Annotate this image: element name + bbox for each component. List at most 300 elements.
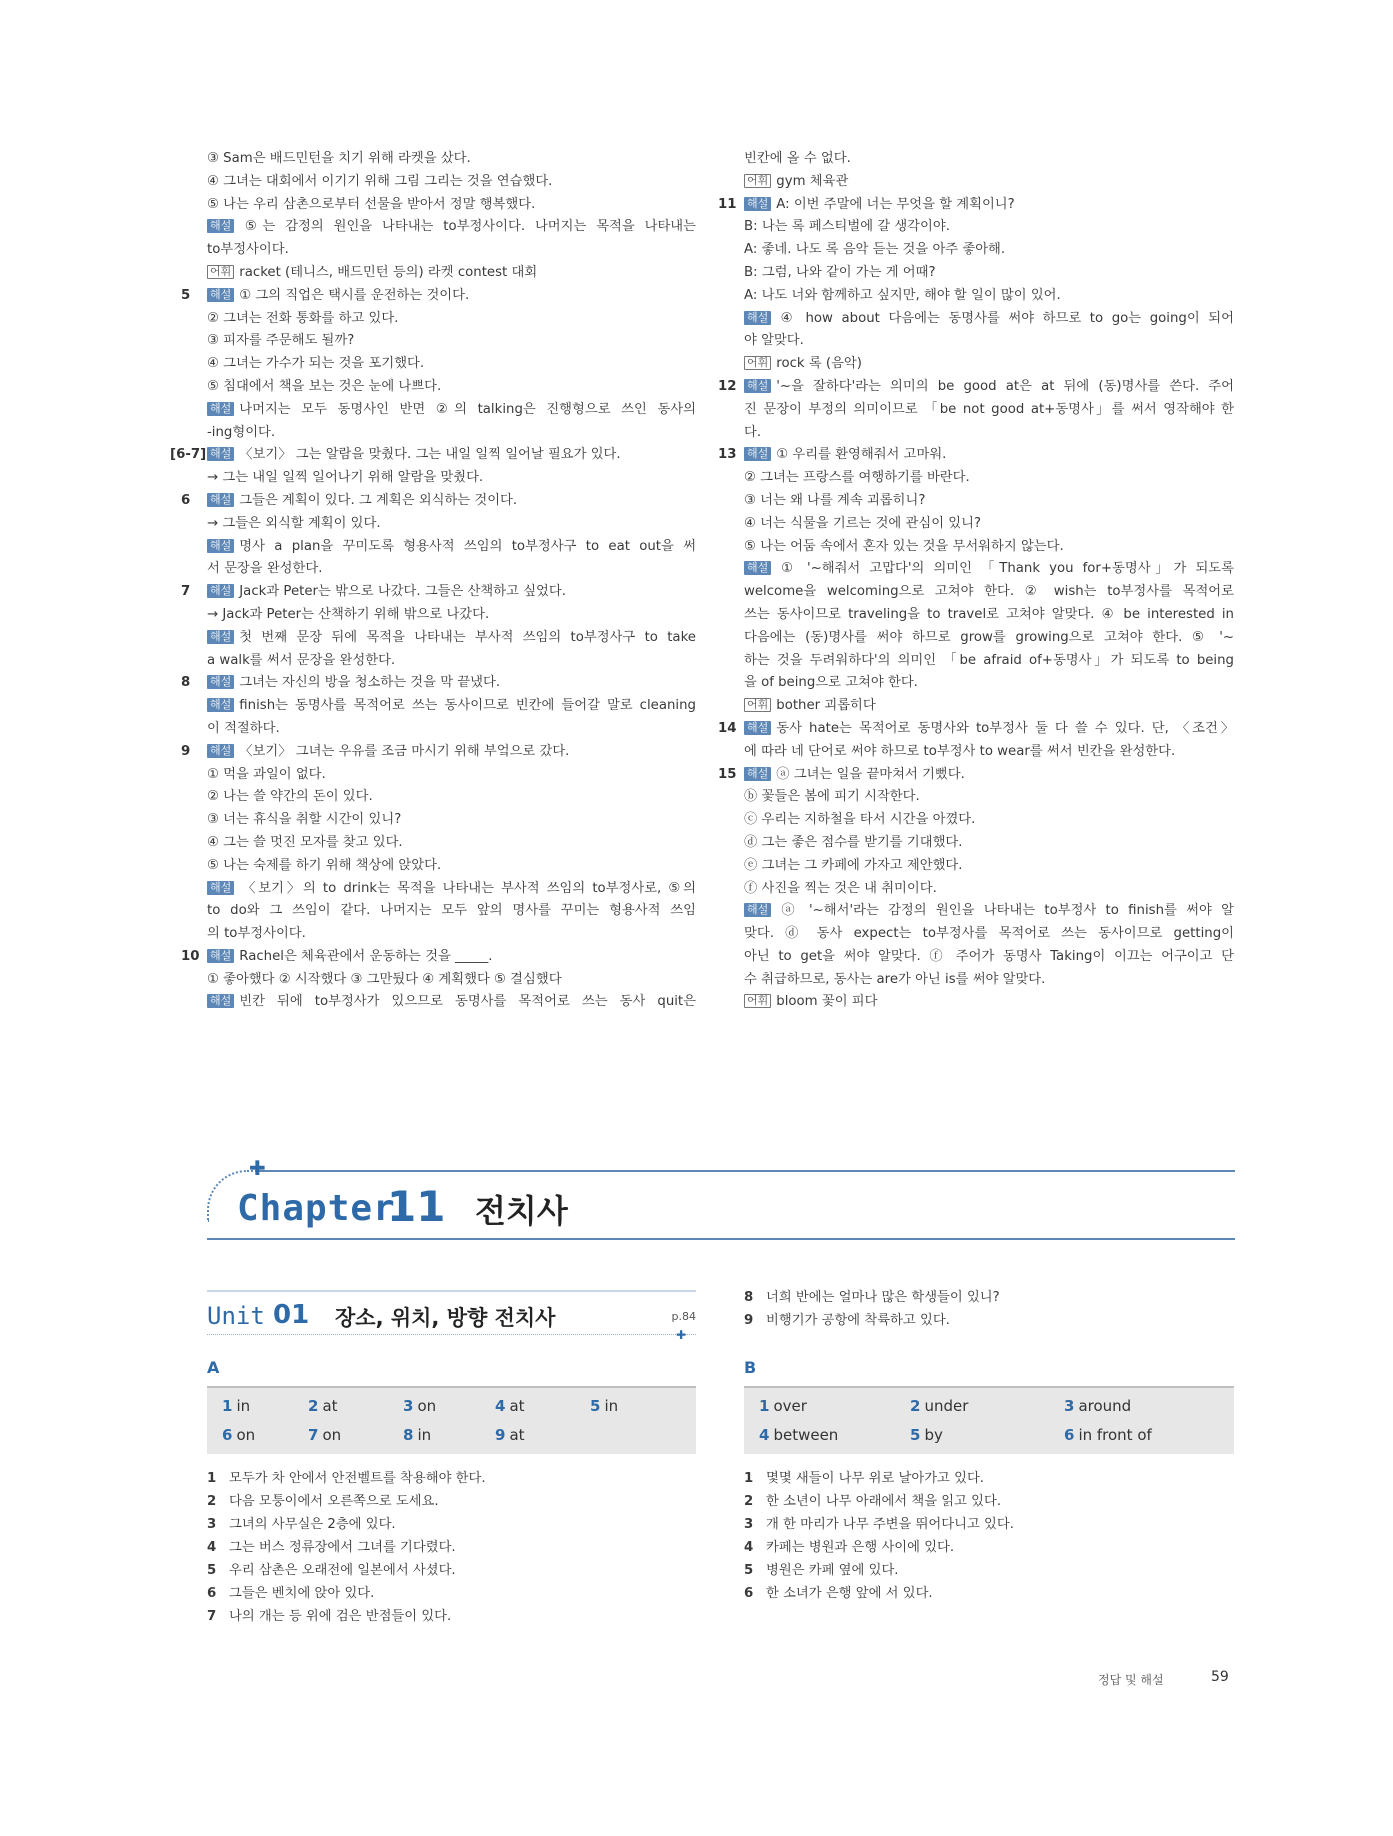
text-line <box>718 718 1234 741</box>
line-text: ⓒ 우리는 지하철을 타서 시간을 아꼈다. <box>744 812 976 828</box>
line-text: ① 그의 직업은 택시를 운전하는 것이다. <box>239 287 470 303</box>
line-text: ⑤ 침대에서 책을 보는 것은 눈에 나쁘다. <box>207 378 442 394</box>
text-line <box>744 809 1234 832</box>
sentence-number: 8 <box>744 1290 754 1305</box>
text-line <box>718 194 1234 217</box>
line-text: 맞다. ⓓ 동사 expect는 to부정사를 목적어로 쓰는 동사이므로 getting이 <box>744 926 1234 942</box>
line-text: 서 문장을 완성한다. <box>207 561 323 577</box>
line-text: → Jack과 Peter는 산책하기 위해 밖으로 나갔다. <box>207 606 490 622</box>
text-line <box>744 923 1234 946</box>
text-line <box>744 558 1234 581</box>
explanation-tag: 해설 <box>207 493 234 507</box>
text-line <box>744 308 1234 331</box>
line-text: ④ 그는 쓸 멋진 모자를 찾고 있다. <box>207 834 403 850</box>
explanation-tag: 해설 <box>207 402 234 416</box>
line-text: -ing형이다. <box>207 424 276 440</box>
explanation-tag: 해설 <box>744 903 771 917</box>
text-line <box>744 148 1234 171</box>
text-line <box>207 764 696 787</box>
plus-icon: ✚ <box>675 1328 686 1342</box>
line-text: 아닌 to get을 써야 알맞다. ⓕ 주어가 동명사 Taking이 이끄는 어구이고 단 <box>744 948 1234 964</box>
text-line <box>207 216 696 239</box>
line-text: ④ 너는 식물을 기르는 것에 관심이 있니? <box>744 515 982 531</box>
text-line <box>207 604 696 627</box>
line-text: ② 그녀는 프랑스를 여행하기를 바란다. <box>744 470 970 486</box>
line-text: ① 좋아했다 ② 시작했다 ③ 그만뒀다 ④ 계획했다 ⑤ 결심했다 <box>207 971 562 987</box>
explanation-tag: 해설 <box>207 675 234 689</box>
line-text: ⑤는 감정의 원인을 나타내는 to부정사이다. 나머지는 목적을 나타내는 <box>239 219 696 235</box>
text-line <box>207 376 696 399</box>
sentence-text: 병원은 카페 옆에 있다. <box>766 1563 899 1578</box>
answer-cell <box>403 1397 436 1415</box>
sentence-text: 우리 삼촌은 오래전에 일본에서 사셨다. <box>229 1563 456 1578</box>
text-line <box>744 878 1234 901</box>
line-text: ④ 그녀는 가수가 되는 것을 포기했다. <box>207 356 425 372</box>
answer-cell <box>308 1426 341 1444</box>
answer-text: at <box>509 1397 525 1415</box>
sentence-line <box>744 1467 1234 1490</box>
line-text: 빈칸 뒤에 to부정사가 있으므로 동명사를 목적어로 쓰는 동사 quit은 <box>239 994 696 1010</box>
text-line <box>718 764 1234 787</box>
line-text: finish는 동명사를 목적어로 쓰는 동사이므로 빈칸에 들어갈 말로 cleaning <box>239 698 696 714</box>
left-column-answers <box>170 148 696 1014</box>
answer-text: around <box>1078 1397 1132 1415</box>
chapter-word: Chapter <box>237 1188 396 1229</box>
line-text: 을 of being으로 고쳐야 한다. <box>744 675 918 691</box>
chapter-top-rule <box>257 1170 1235 1172</box>
explanation-tag: 해설 <box>207 288 234 302</box>
answer-text: between <box>773 1426 839 1444</box>
section-b-answer-table <box>744 1386 1234 1454</box>
text-line <box>207 855 696 878</box>
answer-cell <box>1064 1397 1131 1415</box>
line-text: ④ how about 다음에는 동명사를 써야 하므로 to go는 going이 되어 <box>776 310 1234 326</box>
vocab-tag: 어휘 <box>744 994 771 1008</box>
text-line <box>207 148 696 171</box>
question-number: 10 <box>181 948 200 964</box>
question-number: 8 <box>181 675 191 691</box>
text-line <box>207 923 696 946</box>
question-number: 9 <box>181 743 191 759</box>
text-line <box>207 991 696 1014</box>
text-line <box>207 399 696 422</box>
answer-number: 5 <box>910 1426 921 1444</box>
line-text: ⑤ 나는 숙제를 하기 위해 책상에 앉았다. <box>207 857 442 873</box>
question-number: 5 <box>181 287 191 303</box>
text-line <box>207 558 696 581</box>
line-text: 이 적절하다. <box>207 720 280 736</box>
line-text: bother 괴롭히다 <box>776 698 876 714</box>
text-line <box>744 216 1234 239</box>
text-line <box>744 285 1234 308</box>
line-text: → 그는 내일 일찍 일어나기 위해 알람을 맞췄다. <box>207 470 484 486</box>
text-line <box>207 809 696 832</box>
sentence-number: 9 <box>744 1313 754 1328</box>
sentence-line <box>744 1536 1234 1559</box>
sentence-text: 너희 반에는 얼마나 많은 학생들이 있니? <box>766 1290 1000 1305</box>
line-text: Jack과 Peter는 밖으로 나갔다. 그들은 산책하고 싶었다. <box>239 584 566 600</box>
answer-text: at <box>509 1426 525 1444</box>
sentence-number: 1 <box>207 1471 217 1486</box>
text-line <box>744 695 1234 718</box>
text-line <box>744 991 1234 1014</box>
answer-cell <box>308 1397 338 1415</box>
sentence-text: 나의 개는 등 위에 검은 반점들이 있다. <box>229 1609 452 1624</box>
sentence-number: 4 <box>744 1540 754 1555</box>
sentence-line <box>744 1286 1234 1309</box>
section-a-sentences-continued <box>744 1286 1234 1332</box>
answer-number: 1 <box>222 1397 233 1415</box>
text-line <box>744 969 1234 992</box>
line-text: ⑤ 나는 어둠 속에서 혼자 있는 것을 무서워하지 않는다. <box>744 538 1064 554</box>
line-text: A: 좋네. 나도 록 음악 듣는 것을 아주 좋아해. <box>744 242 1006 258</box>
line-text: B: 나는 록 페스티벌에 갈 생각이야. <box>744 219 950 235</box>
text-line <box>207 171 696 194</box>
line-text: 수 취급하므로, 동사는 are가 아닌 is를 써야 알맞다. <box>744 971 1046 987</box>
text-line <box>744 353 1234 376</box>
section-a-label: A <box>207 1358 220 1377</box>
answer-number: 1 <box>759 1397 770 1415</box>
sentence-text: 카페는 병원과 은행 사이에 있다. <box>766 1540 955 1555</box>
answer-cell <box>590 1397 618 1415</box>
answer-cell <box>1064 1426 1152 1444</box>
line-text: → 그들은 외식할 계획이 있다. <box>207 515 381 531</box>
text-line <box>744 239 1234 262</box>
explanation-tag: 해설 <box>744 379 771 393</box>
line-text: a walk를 써서 문장을 완성한다. <box>207 652 396 668</box>
line-text: A: 나도 너와 함께하고 싶지만, 해야 할 일이 많이 있어. <box>744 287 1061 303</box>
text-line <box>207 513 696 536</box>
text-line <box>744 330 1234 353</box>
sentence-text: 그들은 벤치에 앉아 있다. <box>229 1586 375 1601</box>
explanation-tag: 해설 <box>207 584 234 598</box>
answer-number: 2 <box>910 1397 921 1415</box>
answer-text: in <box>236 1397 251 1415</box>
text-line <box>744 650 1234 673</box>
plus-icon: ✚ <box>249 1156 266 1180</box>
explanation-tag: 해설 <box>207 447 234 461</box>
question-number: 7 <box>181 584 191 600</box>
sentence-line <box>207 1605 696 1628</box>
text-line <box>744 786 1234 809</box>
line-text: ⓕ 사진을 찍는 것은 내 취미이다. <box>744 880 937 896</box>
explanation-tag: 해설 <box>207 219 234 233</box>
text-line <box>207 308 696 331</box>
text-line <box>744 467 1234 490</box>
line-text: bloom 꽃이 피다 <box>776 994 878 1010</box>
answer-number: 3 <box>403 1397 414 1415</box>
explanation-tag: 해설 <box>207 630 234 644</box>
sentence-number: 2 <box>744 1494 754 1509</box>
text-line <box>744 422 1234 445</box>
line-text: ① '~해줘서 고맙다'의 의미인 「Thank you for+동명사」가 되도록 <box>776 561 1234 577</box>
line-text: 그들은 계획이 있다. 그 계획은 외식하는 것이다. <box>239 492 518 508</box>
text-line <box>207 194 696 217</box>
question-number: [6-7] <box>170 447 207 463</box>
answer-number: 8 <box>403 1426 414 1444</box>
text-line <box>207 262 696 285</box>
sentence-line <box>744 1582 1234 1605</box>
line-text: 그녀는 자신의 방을 청소하는 것을 막 끝냈다. <box>239 675 501 691</box>
line-text: ④ 그녀는 대회에서 이기기 위해 그림 그리는 것을 연습했다. <box>207 173 553 189</box>
text-line <box>744 741 1234 764</box>
sentence-number: 5 <box>744 1563 754 1578</box>
text-line <box>744 581 1234 604</box>
answer-text: on <box>236 1426 256 1444</box>
sentence-line <box>744 1513 1234 1536</box>
text-line <box>207 467 696 490</box>
text-line <box>170 444 696 467</box>
text-line <box>207 536 696 559</box>
line-text: 첫 번째 문장 뒤에 목적을 나타내는 부사적 쓰임의 to부정사구 to take <box>239 629 696 645</box>
text-line <box>744 399 1234 422</box>
line-text: 쓰는 동사이므로 traveling을 to travel로 고쳐야 알맞다. ④ be interested in <box>744 606 1234 622</box>
line-text: ② 나는 쓸 약간의 돈이 있다. <box>207 789 373 805</box>
line-text: '~을 잘하다'라는 의미의 be good at은 at 뒤에 (동)명사를 쓴다. 주어 <box>776 378 1234 394</box>
question-number: 14 <box>718 720 737 736</box>
line-text: ⓐ '~해서'라는 감정의 원인을 나타내는 to부정사 to finish를 써야 알 <box>776 903 1234 919</box>
unit-bottom-rule <box>207 1334 696 1336</box>
text-line <box>207 786 696 809</box>
line-text: 〈보기〉 그는 알람을 맞췄다. 그는 내일 일찍 일어날 필요가 있다. <box>239 447 621 463</box>
answer-text: in front of <box>1078 1426 1152 1444</box>
answer-text: in <box>417 1426 432 1444</box>
page-number: 59 <box>1211 1669 1229 1685</box>
sentence-number: 5 <box>207 1563 217 1578</box>
footer-label: 정답 및 해설 <box>1098 1673 1164 1687</box>
line-text: 나머지는 모두 동명사인 반면 ②의 talking은 진행형으로 쓰인 동사의 <box>239 401 696 417</box>
answer-number: 4 <box>495 1397 506 1415</box>
explanation-tag: 해설 <box>744 197 771 211</box>
line-text: welcome을 welcoming으로 고쳐야 한다. ② wish는 to부정사를 목적어로 <box>744 584 1234 600</box>
question-number: 11 <box>718 196 737 212</box>
text-line <box>744 900 1234 923</box>
line-text: ① 우리를 환영해줘서 고마워. <box>776 447 947 463</box>
chapter-banner <box>207 1156 1235 1240</box>
sentence-number: 2 <box>207 1494 217 1509</box>
text-line <box>744 536 1234 559</box>
line-text: 〈보기〉 그녀는 우유를 조금 마시기 위해 부엌으로 갔다. <box>239 743 570 759</box>
answer-number: 3 <box>1064 1397 1075 1415</box>
line-text: 진 문장이 부정의 의미이므로 「be not good at+동명사」를 써서 영작해야 한 <box>744 401 1234 417</box>
answer-number: 2 <box>308 1397 319 1415</box>
sentence-text: 모두가 차 안에서 안전벨트를 착용해야 한다. <box>229 1471 486 1486</box>
line-text: ⓔ 그녀는 그 카페에 가자고 제안했다. <box>744 857 963 873</box>
section-b-sentences <box>744 1467 1234 1605</box>
text-line <box>181 285 696 308</box>
line-text: to부정사이다. <box>207 242 289 258</box>
text-line <box>744 855 1234 878</box>
question-number: 13 <box>718 447 737 463</box>
unit-label: Unit <box>207 1302 265 1330</box>
sentence-line <box>207 1559 696 1582</box>
answer-cell <box>222 1397 250 1415</box>
question-number: 6 <box>181 492 191 508</box>
chapter-bottom-rule <box>207 1238 1235 1240</box>
line-text: ① 먹을 과일이 없다. <box>207 766 326 782</box>
sentence-number: 6 <box>744 1586 754 1601</box>
line-text: rock 록 (음악) <box>776 356 862 372</box>
line-text: B: 그럼, 나와 같이 가는 게 어때? <box>744 264 936 280</box>
sentence-number: 7 <box>207 1609 217 1624</box>
answer-text: by <box>924 1426 943 1444</box>
sentence-line <box>207 1490 696 1513</box>
line-text: 다. <box>744 424 762 440</box>
section-a-answer-table <box>207 1386 696 1454</box>
line-text: 빈칸에 올 수 없다. <box>744 151 851 166</box>
text-line <box>744 832 1234 855</box>
sentence-number: 1 <box>744 1471 754 1486</box>
answer-number: 4 <box>759 1426 770 1444</box>
text-line <box>181 672 696 695</box>
unit-page-ref: p.84 <box>671 1310 696 1323</box>
vocab-tag: 어휘 <box>207 265 234 279</box>
text-line <box>207 969 696 992</box>
line-text: racket (테니스, 배드민턴 등의) 라켓 contest 대회 <box>239 264 538 280</box>
line-text: ③ Sam은 배드민턴을 치기 위해 라켓을 샀다. <box>207 151 471 166</box>
answer-number: 6 <box>1064 1426 1075 1444</box>
chapter-title: 전치사 <box>475 1192 568 1230</box>
line-text: 다음에는 (동)명사를 써야 하므로 grow를 growing으로 고쳐야 한다. ⑤ '~ <box>744 629 1234 645</box>
text-line <box>744 946 1234 969</box>
unit-top-rule <box>207 1290 696 1292</box>
text-line <box>207 627 696 650</box>
answer-text: on <box>417 1397 437 1415</box>
answer-cell <box>759 1397 807 1415</box>
explanation-tag: 해설 <box>207 994 234 1008</box>
question-number: 12 <box>718 378 737 394</box>
text-line <box>207 353 696 376</box>
answer-cell <box>495 1426 525 1444</box>
line-text: 〈보기〉의 to drink는 목적을 나타내는 부사적 쓰임의 to부정사로, ⑤의 <box>239 880 696 896</box>
text-line <box>181 946 696 969</box>
sentence-text: 그는 버스 정류장에서 그녀를 기다렸다. <box>229 1540 456 1555</box>
text-line <box>181 490 696 513</box>
text-line <box>207 832 696 855</box>
text-line <box>744 262 1234 285</box>
line-text: ③ 너는 왜 나를 계속 괴롭히니? <box>744 492 926 508</box>
sentence-line <box>207 1467 696 1490</box>
question-number: 15 <box>718 766 737 782</box>
explanation-tag: 해설 <box>207 539 234 553</box>
sentence-line <box>207 1513 696 1536</box>
text-line <box>744 513 1234 536</box>
line-text: to do와 그 쓰임이 같다. 나머지는 모두 앞의 명사를 꾸미는 형용사적 쓰임 <box>207 903 696 919</box>
answer-text: under <box>924 1397 969 1415</box>
line-text: Rachel은 체육관에서 운동하는 것을 _____. <box>239 948 493 964</box>
answer-cell <box>759 1426 838 1444</box>
text-line <box>207 422 696 445</box>
line-text: ③ 피자를 주문해도 될까? <box>207 333 355 349</box>
section-a-sentences <box>207 1467 696 1628</box>
line-text: ⓓ 그는 좋은 점수를 받기를 기대했다. <box>744 834 963 850</box>
explanation-tag: 해설 <box>207 881 234 895</box>
answer-text: on <box>322 1426 342 1444</box>
sentence-number: 4 <box>207 1540 217 1555</box>
text-line <box>207 650 696 673</box>
explanation-tag: 해설 <box>207 744 234 758</box>
text-line <box>207 878 696 901</box>
line-text: ③ 너는 휴식을 취할 시간이 있니? <box>207 812 402 828</box>
unit-header <box>207 1290 696 1342</box>
sentence-line <box>207 1582 696 1605</box>
vocab-tag: 어휘 <box>744 356 771 370</box>
sentence-line <box>744 1309 1234 1332</box>
sentence-text: 한 소녀가 은행 앞에 서 있다. <box>766 1586 933 1601</box>
text-line <box>207 239 696 262</box>
line-text: ⓑ 꽃들은 봄에 피기 시작한다. <box>744 789 920 805</box>
section-b-label: B <box>744 1358 757 1377</box>
line-text: 의 to부정사이다. <box>207 926 306 942</box>
vocab-tag: 어휘 <box>744 174 771 188</box>
answer-text: over <box>773 1397 807 1415</box>
explanation-tag: 해설 <box>207 949 234 963</box>
line-text: gym 체육관 <box>776 173 849 189</box>
answer-number: 7 <box>308 1426 319 1444</box>
explanation-tag: 해설 <box>207 698 234 712</box>
answer-cell <box>910 1397 968 1415</box>
answer-cell <box>910 1426 943 1444</box>
line-text: 에 따라 네 단어로 써야 하므로 to부정사 to wear를 써서 빈칸을 완성한다. <box>744 743 1176 759</box>
answer-text: in <box>604 1397 619 1415</box>
sentence-line <box>744 1490 1234 1513</box>
sentence-line <box>744 1559 1234 1582</box>
unit-title: 장소, 위치, 방향 전치사 <box>335 1306 556 1330</box>
sentence-number: 3 <box>207 1517 217 1532</box>
text-line <box>718 444 1234 467</box>
sentence-number: 3 <box>744 1517 754 1532</box>
text-line <box>744 627 1234 650</box>
sentence-number: 6 <box>207 1586 217 1601</box>
vocab-tag: 어휘 <box>744 698 771 712</box>
sentence-text: 다음 모퉁이에서 오른쪽으로 도세요. <box>229 1494 439 1509</box>
sentence-text: 개 한 마리가 나무 주변을 뛰어다니고 있다. <box>766 1517 1014 1532</box>
text-line <box>207 330 696 353</box>
text-line <box>744 604 1234 627</box>
text-line <box>744 672 1234 695</box>
text-line <box>181 581 696 604</box>
line-text: 동사 hate는 목적어로 동명사와 to부정사 둘 다 쓸 수 있다. 단, 〈조건〉 <box>776 720 1234 736</box>
chapter-number: 11 <box>387 1182 446 1231</box>
text-line <box>207 695 696 718</box>
line-text: 야 알맞다. <box>744 333 804 349</box>
unit-number: 01 <box>273 1300 310 1330</box>
explanation-tag: 해설 <box>744 447 771 461</box>
line-text: 하는 것을 두려워하다'의 의미인 「be afraid of+동명사」가 되도록 to being <box>744 652 1234 668</box>
explanation-tag: 해설 <box>744 767 771 781</box>
answer-number: 6 <box>222 1426 233 1444</box>
sentence-line <box>207 1536 696 1559</box>
sentence-text: 비행기가 공항에 착륙하고 있다. <box>766 1313 950 1328</box>
answer-number: 5 <box>590 1397 601 1415</box>
text-line <box>207 718 696 741</box>
sentence-text: 한 소년이 나무 아래에서 책을 읽고 있다. <box>766 1494 1002 1509</box>
line-text: ⓐ 그녀는 일을 끝마쳐서 기뻤다. <box>776 766 965 782</box>
right-column-answers <box>718 148 1234 1014</box>
answer-number: 9 <box>495 1426 506 1444</box>
line-text: A: 이번 주말에 너는 무엇을 할 계획이니? <box>776 196 1015 212</box>
text-line <box>207 900 696 923</box>
sentence-text: 몇몇 새들이 나무 위로 날아가고 있다. <box>766 1471 985 1486</box>
line-text: ② 그녀는 전화 통화를 하고 있다. <box>207 310 399 326</box>
explanation-tag: 해설 <box>744 561 771 575</box>
explanation-tag: 해설 <box>744 311 771 325</box>
answer-cell <box>495 1397 525 1415</box>
answer-cell <box>403 1426 431 1444</box>
sentence-text: 그녀의 사무실은 2층에 있다. <box>229 1517 396 1532</box>
explanation-tag: 해설 <box>744 721 771 735</box>
text-line <box>744 171 1234 194</box>
